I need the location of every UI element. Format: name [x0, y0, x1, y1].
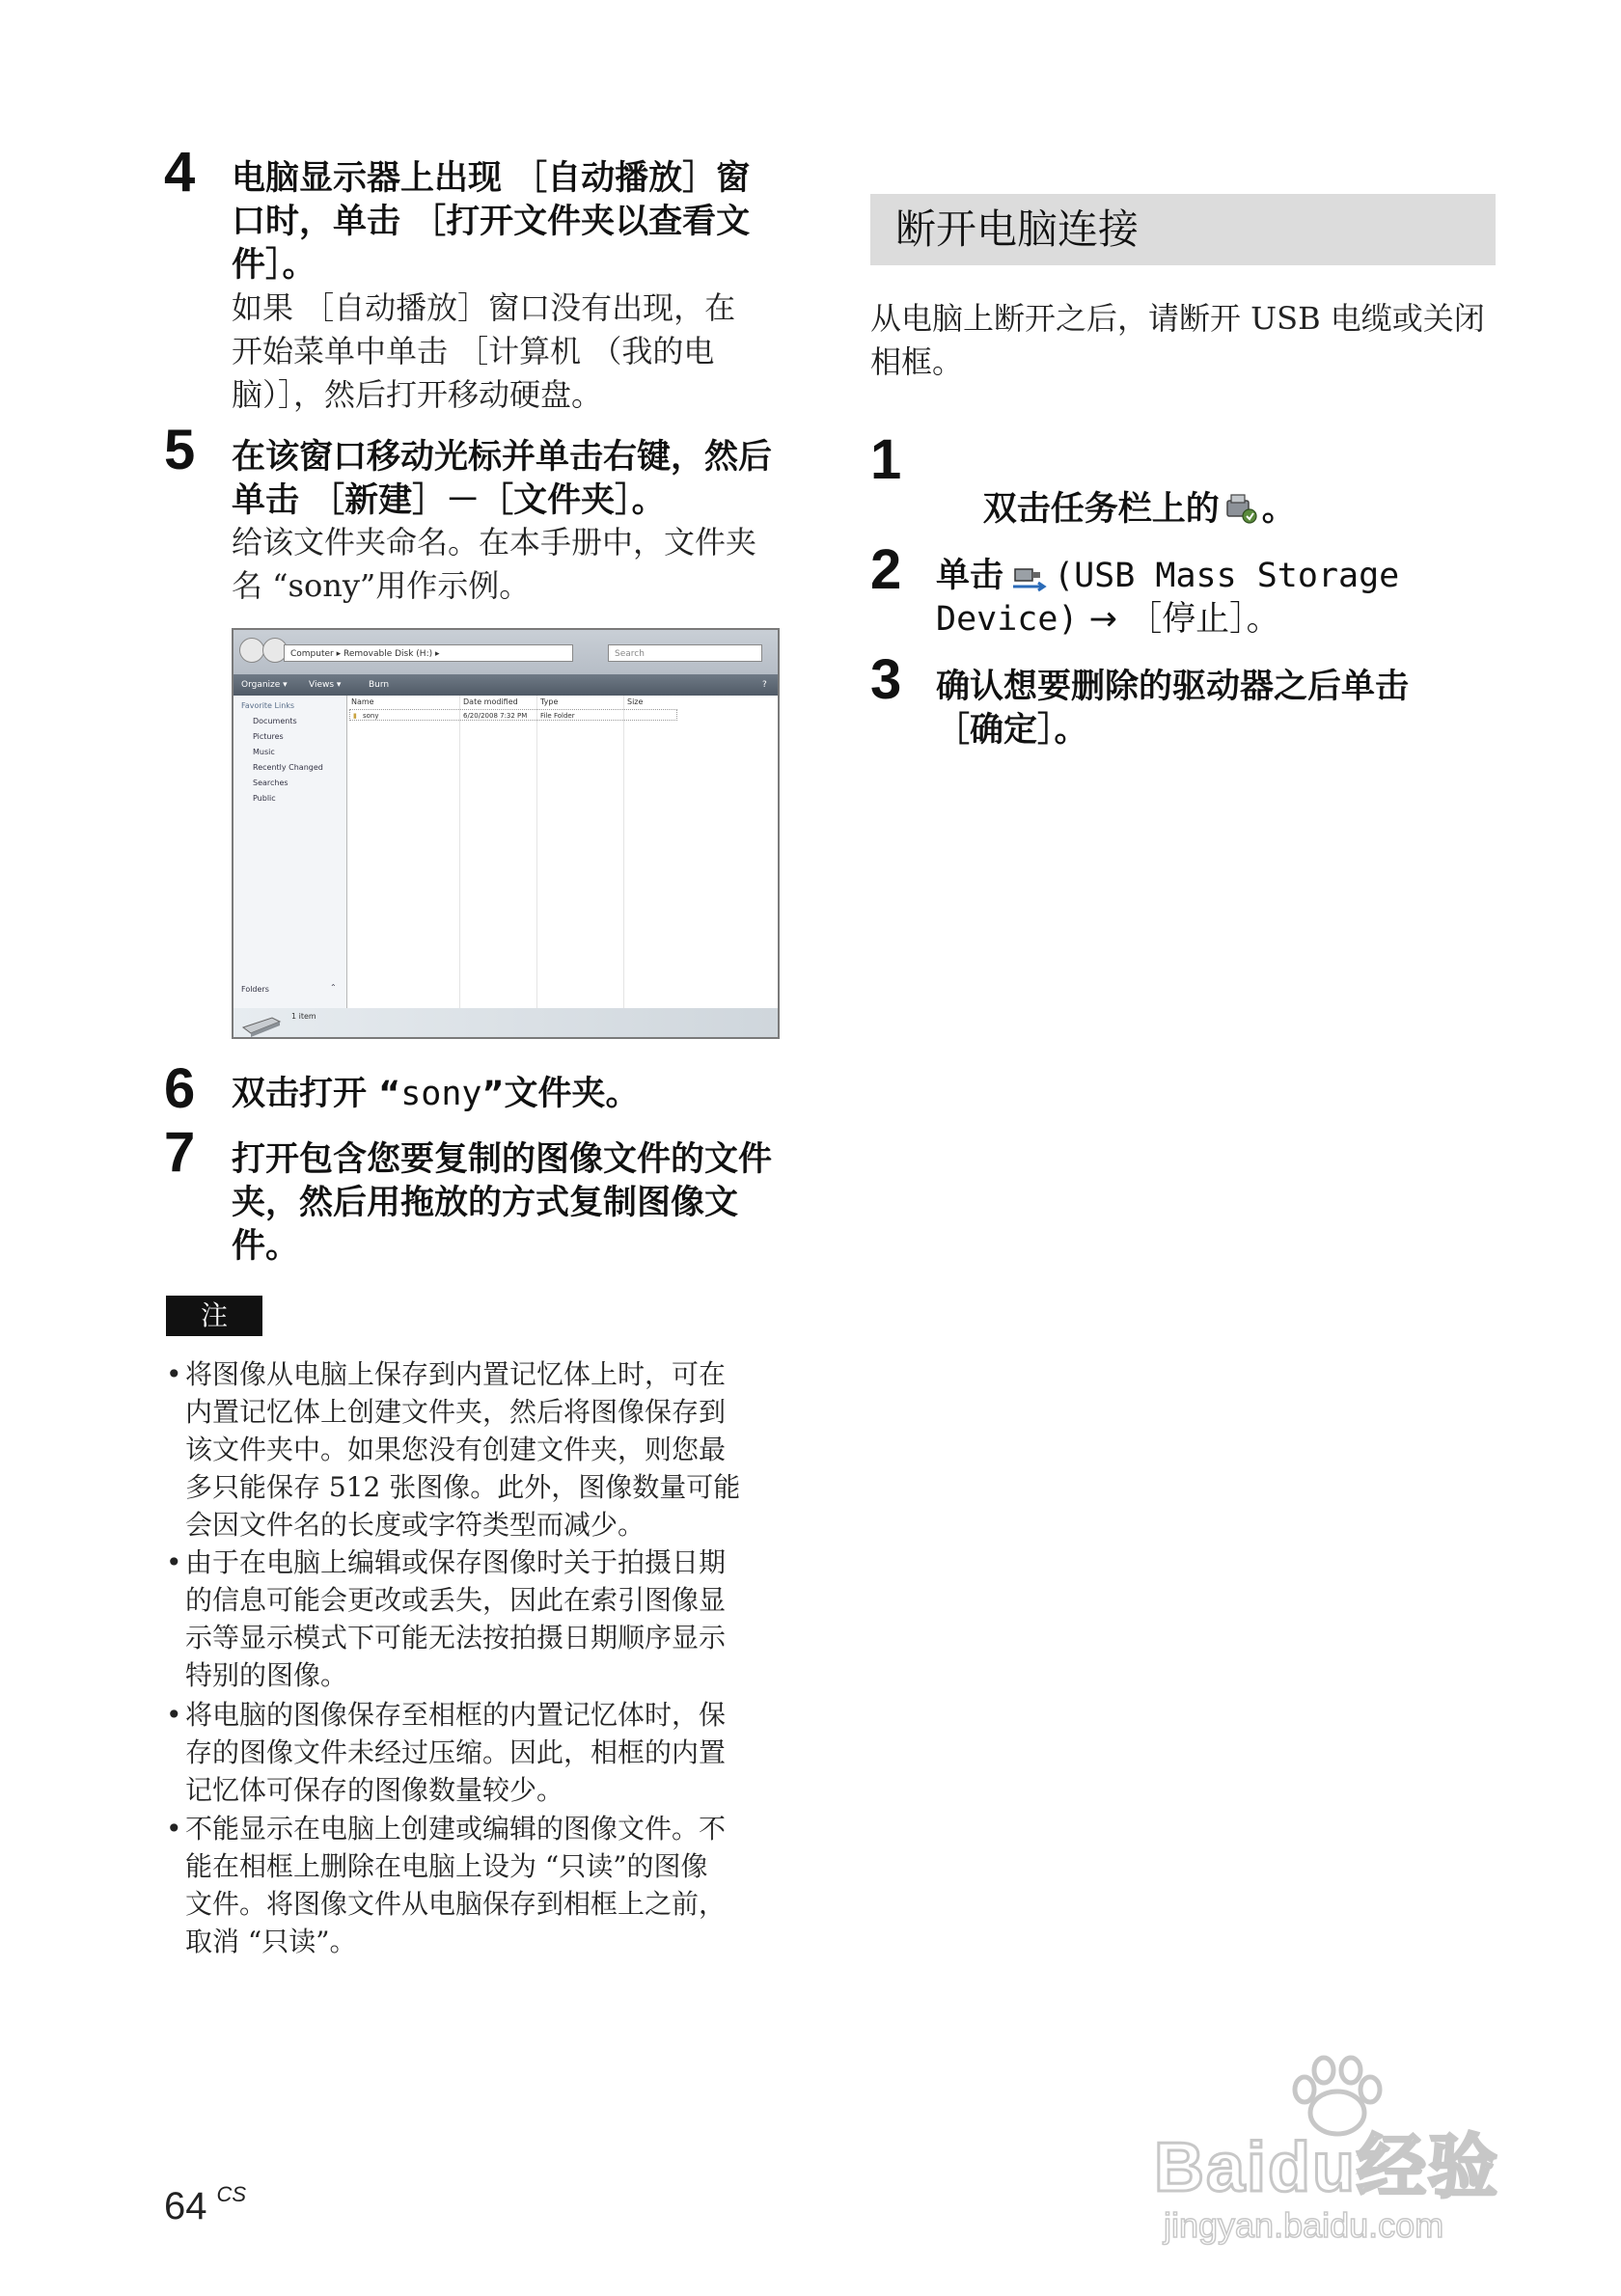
language-code: CS: [216, 2182, 247, 2206]
usb-device-label: Device): [936, 600, 1079, 639]
section-title: 断开电脑连接: [895, 205, 1140, 253]
note-bullet: •: [166, 1546, 182, 1578]
row-date: 6/20/2008 7:32 PM: [463, 712, 528, 720]
note-bullet: •: [166, 1699, 182, 1731]
usb-device-icon: [1009, 561, 1048, 592]
section-header-bar: [870, 194, 1496, 265]
file-list: [347, 696, 778, 1008]
watermark-brand: Baidu经验: [1154, 2129, 1500, 2206]
disconnect-step-3-title: 确认想要删除的驱动器之后单击 ［确定］。: [936, 668, 1410, 750]
note-label: [166, 1296, 262, 1336]
disconnect-step-1-number: 1: [870, 428, 902, 491]
note-item-4: 不能显示在电脑上创建或编辑的图像文件。不 能在相框上删除在电脑上设为 “只读”的图像 文件。将图像文件从电脑保存到相框上之前， 取消 “只读”。: [185, 1813, 727, 1957]
page-number: [164, 2182, 246, 2228]
burn-button: Burn: [369, 680, 390, 690]
drive-icon: [239, 1012, 282, 1037]
column-name: Name: [351, 697, 374, 706]
disconnect-step-2-text: 单击: [936, 557, 1004, 595]
stop-instruction: → ［停止］。: [1078, 600, 1280, 639]
explorer-screenshot: [232, 628, 780, 1039]
note-item-2: 由于在电脑上编辑或保存图像时关于拍摄日期 的信息可能会更改或丢失，因此在索引图像显 示等显示模式下可能无法按拍摄日期顺序显示 特别的图像。: [185, 1546, 727, 1691]
note-bullet: •: [166, 1813, 182, 1845]
nav-item-searches: Searches: [253, 779, 288, 787]
step-4-body: 如果 ［自动播放］窗口没有出现，在 开始菜单中单击 ［计算机 （我的电 脑）］，然后打开移动硬盘。: [232, 289, 736, 413]
chevron-up-icon: ⌃: [330, 983, 337, 992]
baidu-watermark: [1154, 2053, 1579, 2246]
step-6-title-post: ”文件夹。: [481, 1075, 640, 1113]
step-4-number: 4: [164, 141, 196, 204]
explorer-toolbar: [234, 674, 778, 696]
search-field: Search: [608, 644, 762, 662]
column-type: Type: [540, 697, 559, 706]
step-5-body: 给该文件夹命名。在本手册中，文件夹 名 “sony”用作示例。: [232, 524, 757, 604]
nav-item-documents: Documents: [253, 717, 297, 725]
step-6-title-pre: 双击打开 “: [232, 1075, 401, 1113]
folder-icon: ▮: [353, 712, 357, 720]
views-menu: Views ▾: [309, 680, 342, 690]
step-6-folder-name: sony: [400, 1075, 482, 1113]
folders-label: Folders: [241, 985, 269, 994]
step-4-title: 电脑显示器上出现 ［自动播放］窗 口时，单击 ［打开文件夹以查看文 件］。: [232, 159, 751, 285]
taskbar-hardware-icon: [1223, 491, 1258, 526]
back-icon: [239, 638, 264, 663]
note-bullet: •: [166, 1358, 182, 1390]
step-5-title: 在该窗口移动光标并单击右键，然后 单击 ［新建］－［文件夹］。: [232, 438, 773, 520]
step-6-title: [232, 1073, 640, 1116]
nav-item-recently-changed: Recently Changed: [253, 763, 323, 772]
step-7-title: 打开包含您要复制的图像文件的文件 夹，然后用拖放的方式复制图像文 件。: [232, 1140, 773, 1266]
navigation-pane: [234, 696, 347, 1008]
note-label-text: 注: [200, 1299, 228, 1331]
status-bar: [234, 1008, 778, 1039]
nav-item-public: Public: [253, 794, 276, 803]
address-bar-area: [234, 630, 778, 674]
disconnect-step-2-title: [936, 555, 1399, 642]
favorite-links-header: Favorite Links: [241, 701, 295, 710]
disconnect-step-1-end: 。: [1261, 490, 1296, 529]
nav-item-music: Music: [253, 748, 275, 756]
step-6-number: 6: [164, 1057, 196, 1120]
column-divider: [623, 696, 624, 1008]
organize-menu: Organize ▾: [241, 680, 288, 690]
section-intro: 从电脑上断开之后，请断开 USB 电缆或关闭 相框。: [870, 300, 1485, 380]
note-item-1: 将图像从电脑上保存到内置记忆体上时，可在 内置记忆体上创建文件夹，然后将图像保存到 该文件夹中。如果您没有创建文件夹，则您最 多只能保存 512 张图像。此外，图像数量可能 会因文件名的长度或字符类型而减少。: [185, 1358, 741, 1541]
status-text: 1 item: [291, 1012, 316, 1021]
address-field: Computer ▸ Removable Disk (H:) ▸: [284, 644, 573, 662]
page-number-value: 64: [164, 2185, 207, 2228]
row-name: sony: [363, 712, 379, 720]
help-icon: ?: [762, 680, 767, 690]
disconnect-step-3-number: 3: [870, 648, 902, 711]
column-divider: [536, 696, 537, 1008]
step-7-number: 7: [164, 1121, 196, 1184]
column-date-modified: Date modified: [463, 697, 518, 706]
usb-mass-storage-label: (USB Mass Storage: [1054, 557, 1400, 595]
disconnect-step-1-text: 双击任务栏上的: [982, 490, 1220, 529]
column-divider: [459, 696, 460, 1008]
watermark-url: jingyan.baidu.com: [1164, 2205, 1444, 2245]
nav-item-pictures: Pictures: [253, 732, 284, 741]
column-size: Size: [627, 697, 644, 706]
disconnect-step-2-number: 2: [870, 538, 902, 601]
row-type: File Folder: [540, 712, 575, 720]
step-5-number: 5: [164, 419, 196, 481]
note-item-3: 将电脑的图像保存至相框的内置记忆体时，保 存的图像文件未经过压缩。因此，相框的内置 记忆体可保存的图像数量较少。: [185, 1699, 727, 1806]
